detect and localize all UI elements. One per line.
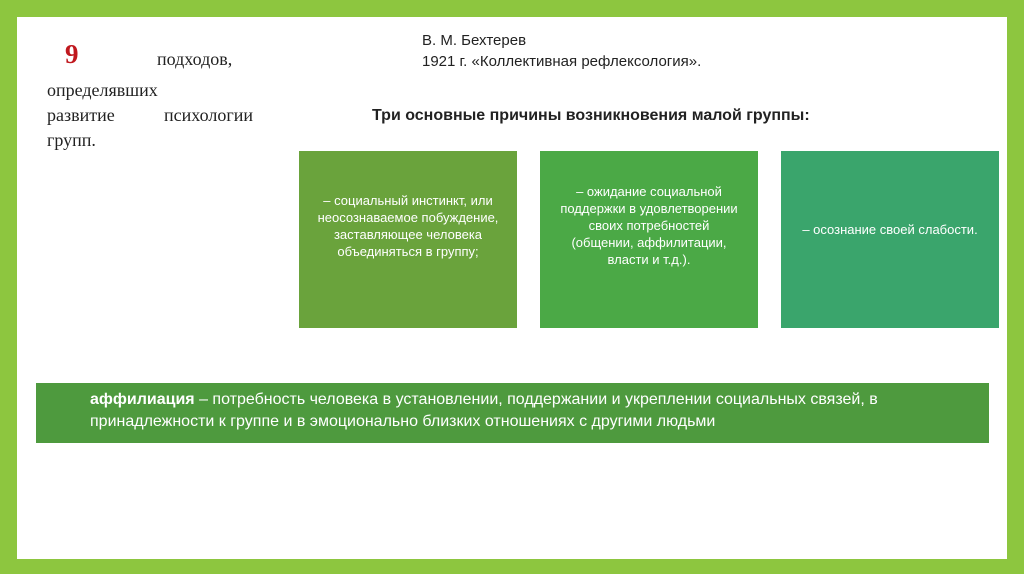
- definition-term: аффилиация: [90, 391, 195, 408]
- approaches-text-line4: групп.: [47, 130, 96, 150]
- author-name: В. М. Бехтерев: [422, 32, 527, 49]
- section-subtitle: Три основные причины возникновения малой группы:: [372, 107, 810, 124]
- approaches-text-line2: определявших: [47, 80, 158, 100]
- author-work: 1921 г. «Коллективная рефлексология».: [422, 53, 702, 70]
- slide: [17, 17, 1007, 559]
- author-block: [422, 30, 701, 72]
- reason-card-text: – ожидание социальной поддержки в удовлетворении своих потребностей (общении, аффилитации, власти и т.д.).: [560, 184, 738, 267]
- reason-card-support: [540, 151, 758, 328]
- approaches-word-razvitie: развитие: [47, 105, 115, 125]
- reason-card-text: – социальный инстинкт, или неосознаваемое побуждение, заставляющее человека объединяться в группу;: [317, 192, 499, 259]
- approaches-text-line1: подходов,: [157, 49, 233, 69]
- reason-card-instinct: [299, 151, 517, 328]
- reason-card-text: – осознание своей слабости.: [802, 222, 978, 237]
- definition-box: [36, 383, 989, 443]
- reason-card-weakness: [781, 151, 999, 328]
- approaches-count: 9: [65, 39, 79, 69]
- approaches-word-psikhologii: психологии: [164, 105, 253, 125]
- approaches-text-line3: [47, 105, 253, 126]
- definition-text: – потребность человека в установлении, поддержании и укреплении социальных связей, в принадлежности к группе и в эмоционально близких отношениях с другими людьми: [90, 391, 878, 430]
